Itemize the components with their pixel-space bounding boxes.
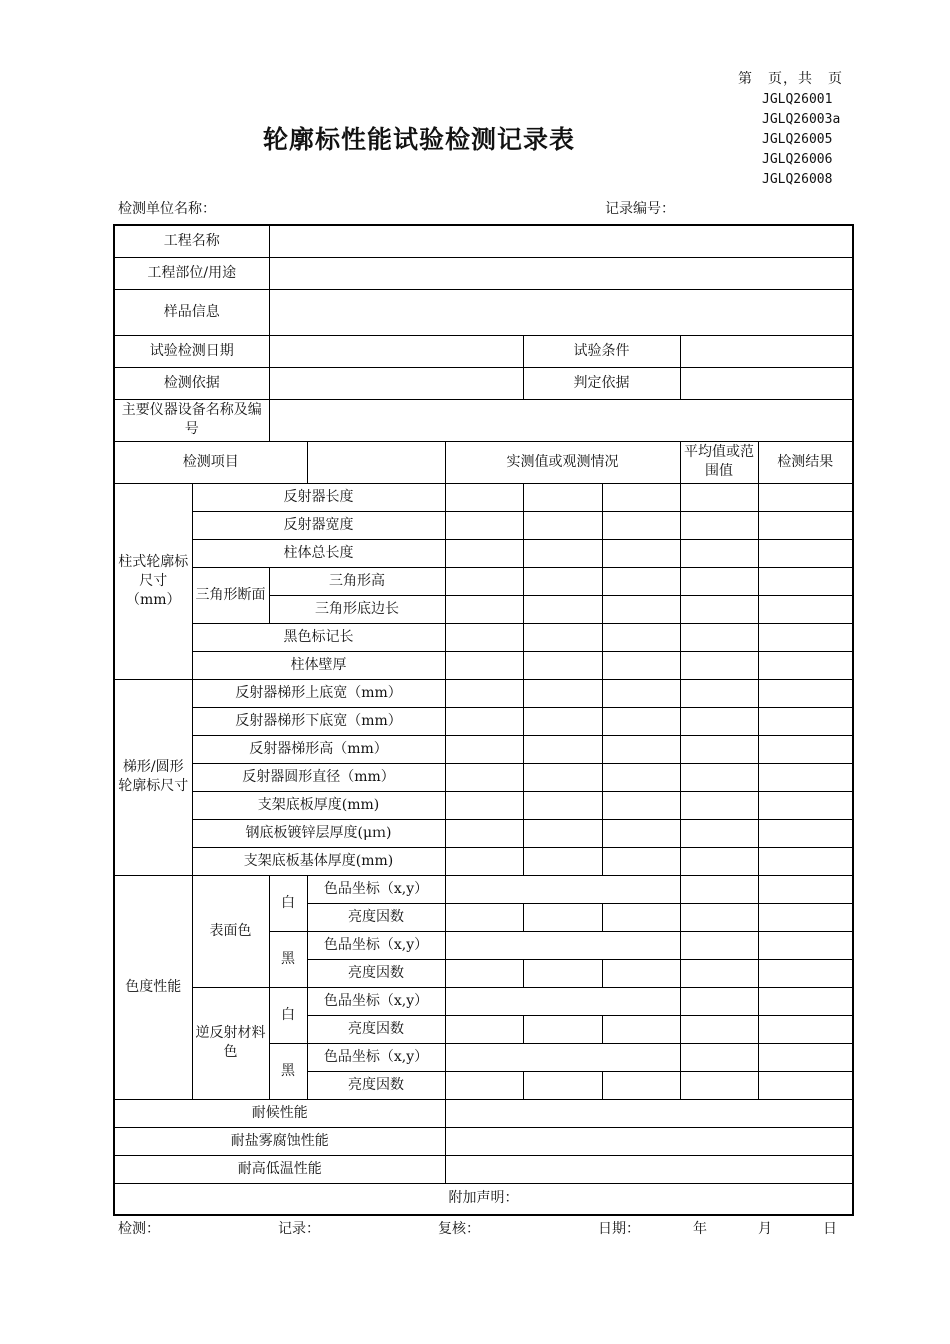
table-row xyxy=(114,539,853,567)
value-cell[interactable] xyxy=(523,959,602,987)
trapezoid-dims-group: 梯形/圆形轮廓标尺寸 xyxy=(114,679,192,875)
average-cell[interactable] xyxy=(680,567,758,595)
result-cell[interactable] xyxy=(758,791,853,819)
coord-label: 色品坐标（x,y） xyxy=(307,931,445,959)
value-cell[interactable] xyxy=(445,539,523,567)
average-cell[interactable] xyxy=(680,679,758,707)
table-row xyxy=(114,1155,853,1183)
result-cell[interactable] xyxy=(758,707,853,735)
value-cell[interactable] xyxy=(445,1043,680,1071)
average-cell[interactable] xyxy=(680,707,758,735)
result-header: 检测结果 xyxy=(758,441,853,483)
value-cell[interactable] xyxy=(445,483,523,511)
testing-unit-label: 检测单位名称： xyxy=(118,201,216,217)
item-label: 三角形底边长 xyxy=(269,595,445,623)
item-header: 检测项目 xyxy=(114,441,307,483)
result-cell[interactable] xyxy=(758,679,853,707)
value-cell[interactable] xyxy=(445,875,680,903)
temperature-cell[interactable] xyxy=(445,1155,853,1183)
empty-header-cell xyxy=(307,441,445,483)
recorder-label: 记录： xyxy=(278,1221,320,1237)
item-label: 支架底板基体厚度(mm) xyxy=(192,847,445,875)
average-cell[interactable] xyxy=(680,1015,758,1043)
record-table xyxy=(113,224,854,1216)
column-header-row xyxy=(114,441,853,483)
value-cell[interactable] xyxy=(602,791,680,819)
item-label: 三角形高 xyxy=(269,567,445,595)
average-cell[interactable] xyxy=(680,735,758,763)
value-cell[interactable] xyxy=(523,735,602,763)
value-cell[interactable] xyxy=(523,791,602,819)
table-row xyxy=(114,791,853,819)
average-cell[interactable] xyxy=(680,791,758,819)
value-cell[interactable] xyxy=(523,623,602,651)
value-cell[interactable] xyxy=(523,539,602,567)
table-row xyxy=(114,567,853,595)
value-cell[interactable] xyxy=(523,707,602,735)
value-cell[interactable] xyxy=(602,539,680,567)
average-cell[interactable] xyxy=(680,903,758,931)
table-row xyxy=(114,651,853,679)
item-label: 反射器宽度 xyxy=(192,511,445,539)
item-label: 反射器圆形直径（mm） xyxy=(192,763,445,791)
coord-label: 色品坐标（x,y） xyxy=(307,987,445,1015)
month-label: 月 xyxy=(758,1221,772,1237)
date-label: 日期： xyxy=(598,1221,640,1237)
result-cell[interactable] xyxy=(758,539,853,567)
result-cell[interactable] xyxy=(758,1071,853,1099)
average-cell[interactable] xyxy=(680,511,758,539)
result-cell[interactable] xyxy=(758,903,853,931)
value-cell[interactable] xyxy=(602,1071,680,1099)
value-cell[interactable] xyxy=(523,1071,602,1099)
project-name-cell[interactable] xyxy=(269,225,853,257)
value-cell[interactable] xyxy=(602,763,680,791)
value-cell[interactable] xyxy=(602,819,680,847)
column-dims-group: 柱式轮廓标尺寸（mm） xyxy=(114,483,192,679)
table-row xyxy=(114,399,853,441)
judgment-basis-label: 判定依据 xyxy=(523,367,680,399)
page-title: 轮廓标性能试验检测记录表 xyxy=(263,125,576,154)
value-cell[interactable] xyxy=(602,567,680,595)
table-row xyxy=(114,1099,853,1127)
form-code: JGLQ26001 xyxy=(762,92,833,107)
black-label: 黑 xyxy=(269,931,307,987)
value-cell[interactable] xyxy=(602,707,680,735)
table-row xyxy=(114,763,853,791)
table-row xyxy=(114,707,853,735)
luminance-label: 亮度因数 xyxy=(307,959,445,987)
average-cell[interactable] xyxy=(680,959,758,987)
equipment-cell[interactable] xyxy=(269,399,853,441)
temperature-label: 耐高低温性能 xyxy=(114,1155,445,1183)
form-code: JGLQ26003a xyxy=(762,112,841,127)
value-cell[interactable] xyxy=(445,511,523,539)
table-row xyxy=(114,289,853,335)
value-cell[interactable] xyxy=(445,595,523,623)
value-cell[interactable] xyxy=(445,819,523,847)
value-cell[interactable] xyxy=(523,567,602,595)
measured-header: 实测值或观测情况 xyxy=(445,441,680,483)
value-cell[interactable] xyxy=(445,735,523,763)
project-part-label: 工程部位/用途 xyxy=(114,257,269,289)
project-name-label: 工程名称 xyxy=(114,225,269,257)
table-row xyxy=(114,735,853,763)
surface-color-label: 表面色 xyxy=(192,875,269,987)
value-cell[interactable] xyxy=(445,679,523,707)
value-cell[interactable] xyxy=(523,847,602,875)
average-cell[interactable] xyxy=(680,875,758,903)
item-label: 柱体壁厚 xyxy=(192,651,445,679)
result-cell[interactable] xyxy=(758,847,853,875)
notes-label: 附加声明： xyxy=(448,1190,519,1207)
project-part-cell[interactable] xyxy=(269,257,853,289)
average-header: 平均值或范围值 xyxy=(680,441,758,483)
white-label: 白 xyxy=(269,875,307,931)
result-cell[interactable] xyxy=(758,511,853,539)
result-cell[interactable] xyxy=(758,567,853,595)
result-cell[interactable] xyxy=(758,595,853,623)
value-cell[interactable] xyxy=(602,511,680,539)
luminance-label: 亮度因数 xyxy=(307,903,445,931)
value-cell[interactable] xyxy=(445,987,680,1015)
table-row xyxy=(114,623,853,651)
result-cell[interactable] xyxy=(758,819,853,847)
value-cell[interactable] xyxy=(602,847,680,875)
average-cell[interactable] xyxy=(680,483,758,511)
table-row xyxy=(114,225,853,257)
result-cell[interactable] xyxy=(758,735,853,763)
result-cell[interactable] xyxy=(758,1015,853,1043)
table-row xyxy=(114,367,853,399)
sample-info-cell[interactable] xyxy=(269,289,853,335)
test-date-label: 试验检测日期 xyxy=(114,335,269,367)
item-label: 黑色标记长 xyxy=(192,623,445,651)
table-row xyxy=(114,1183,853,1215)
notes-cell[interactable] xyxy=(114,1183,853,1215)
average-cell[interactable] xyxy=(680,539,758,567)
value-cell[interactable] xyxy=(523,903,602,931)
value-cell[interactable] xyxy=(523,511,602,539)
item-label: 反射器梯形高（mm） xyxy=(192,735,445,763)
average-cell[interactable] xyxy=(680,819,758,847)
result-cell[interactable] xyxy=(758,987,853,1015)
coord-label: 色品坐标（x,y） xyxy=(307,1043,445,1071)
item-label: 反射器梯形下底宽（mm） xyxy=(192,707,445,735)
value-cell[interactable] xyxy=(445,567,523,595)
item-label: 钢底板镀锌层厚度(μｍ) xyxy=(192,819,445,847)
value-cell[interactable] xyxy=(445,847,523,875)
value-cell[interactable] xyxy=(523,679,602,707)
average-cell[interactable] xyxy=(680,623,758,651)
table-row xyxy=(114,1127,853,1155)
day-label: 日 xyxy=(823,1221,837,1237)
value-cell[interactable] xyxy=(445,1015,523,1043)
form-codes xyxy=(762,90,840,190)
coord-label: 色品坐标（x,y） xyxy=(307,875,445,903)
year-label: 年 xyxy=(693,1221,707,1237)
table-row xyxy=(114,875,853,903)
result-cell[interactable] xyxy=(758,1043,853,1071)
chroma-group: 色度性能 xyxy=(114,875,192,1099)
test-basis-label: 检测依据 xyxy=(114,367,269,399)
white-label: 白 xyxy=(269,987,307,1043)
average-cell[interactable] xyxy=(680,1043,758,1071)
value-cell[interactable] xyxy=(602,679,680,707)
table-row xyxy=(114,679,853,707)
item-label: 柱体总长度 xyxy=(192,539,445,567)
value-cell[interactable] xyxy=(602,1015,680,1043)
retro-color-label: 逆反射材料色 xyxy=(192,987,269,1099)
value-cell[interactable] xyxy=(523,763,602,791)
result-cell[interactable] xyxy=(758,959,853,987)
luminance-label: 亮度因数 xyxy=(307,1071,445,1099)
table-row xyxy=(114,819,853,847)
table-row xyxy=(114,335,853,367)
value-cell[interactable] xyxy=(445,1071,523,1099)
value-cell[interactable] xyxy=(602,651,680,679)
luminance-label: 亮度因数 xyxy=(307,1015,445,1043)
average-cell[interactable] xyxy=(680,763,758,791)
result-cell[interactable] xyxy=(758,763,853,791)
result-cell[interactable] xyxy=(758,623,853,651)
result-cell[interactable] xyxy=(758,651,853,679)
test-date-cell[interactable] xyxy=(269,335,523,367)
value-cell[interactable] xyxy=(523,651,602,679)
judgment-basis-cell[interactable] xyxy=(680,367,853,399)
salt-spray-label: 耐盐雾腐蚀性能 xyxy=(114,1127,445,1155)
value-cell[interactable] xyxy=(445,791,523,819)
value-cell[interactable] xyxy=(523,595,602,623)
test-conditions-label: 试验条件 xyxy=(523,335,680,367)
value-cell[interactable] xyxy=(602,623,680,651)
value-cell[interactable] xyxy=(602,595,680,623)
value-cell[interactable] xyxy=(523,819,602,847)
value-cell[interactable] xyxy=(523,483,602,511)
table-row xyxy=(114,511,853,539)
value-cell[interactable] xyxy=(445,763,523,791)
value-cell[interactable] xyxy=(523,1015,602,1043)
form-code: JGLQ26005 xyxy=(762,132,833,147)
black-label: 黑 xyxy=(269,1043,307,1099)
average-cell[interactable] xyxy=(680,987,758,1015)
value-cell[interactable] xyxy=(602,903,680,931)
form-code: JGLQ26008 xyxy=(762,172,833,187)
sample-info-label: 样品信息 xyxy=(114,289,269,335)
item-label: 支架底板厚度(mm) xyxy=(192,791,445,819)
equipment-label: 主要仪器设备名称及编号 xyxy=(114,399,269,441)
table-row xyxy=(114,847,853,875)
value-cell[interactable] xyxy=(445,903,523,931)
item-label: 反射器长度 xyxy=(192,483,445,511)
page-info: 第 页，共 页 xyxy=(738,71,843,87)
value-cell[interactable] xyxy=(602,735,680,763)
value-cell[interactable] xyxy=(445,651,523,679)
result-cell[interactable] xyxy=(758,483,853,511)
value-cell[interactable] xyxy=(445,931,680,959)
value-cell[interactable] xyxy=(445,623,523,651)
tester-label: 检测： xyxy=(118,1221,160,1237)
average-cell[interactable] xyxy=(680,595,758,623)
average-cell[interactable] xyxy=(680,651,758,679)
test-basis-cell[interactable] xyxy=(269,367,523,399)
reviewer-label: 复核： xyxy=(438,1221,480,1237)
weather-cell[interactable] xyxy=(445,1099,853,1127)
form-code: JGLQ26006 xyxy=(762,152,833,167)
table-row xyxy=(114,483,853,511)
triangle-section-label: 三角形断面 xyxy=(192,567,269,623)
value-cell[interactable] xyxy=(602,483,680,511)
value-cell[interactable] xyxy=(445,707,523,735)
average-cell[interactable] xyxy=(680,1071,758,1099)
average-cell[interactable] xyxy=(680,847,758,875)
average-cell[interactable] xyxy=(680,931,758,959)
value-cell[interactable] xyxy=(445,959,523,987)
weather-label: 耐候性能 xyxy=(114,1099,445,1127)
salt-spray-cell[interactable] xyxy=(445,1127,853,1155)
test-conditions-cell[interactable] xyxy=(680,335,853,367)
record-number-label: 记录编号： xyxy=(605,201,675,217)
table-row xyxy=(114,987,853,1015)
result-cell[interactable] xyxy=(758,931,853,959)
result-cell[interactable] xyxy=(758,875,853,903)
value-cell[interactable] xyxy=(602,959,680,987)
item-label: 反射器梯形上底宽（mm） xyxy=(192,679,445,707)
table-row xyxy=(114,257,853,289)
